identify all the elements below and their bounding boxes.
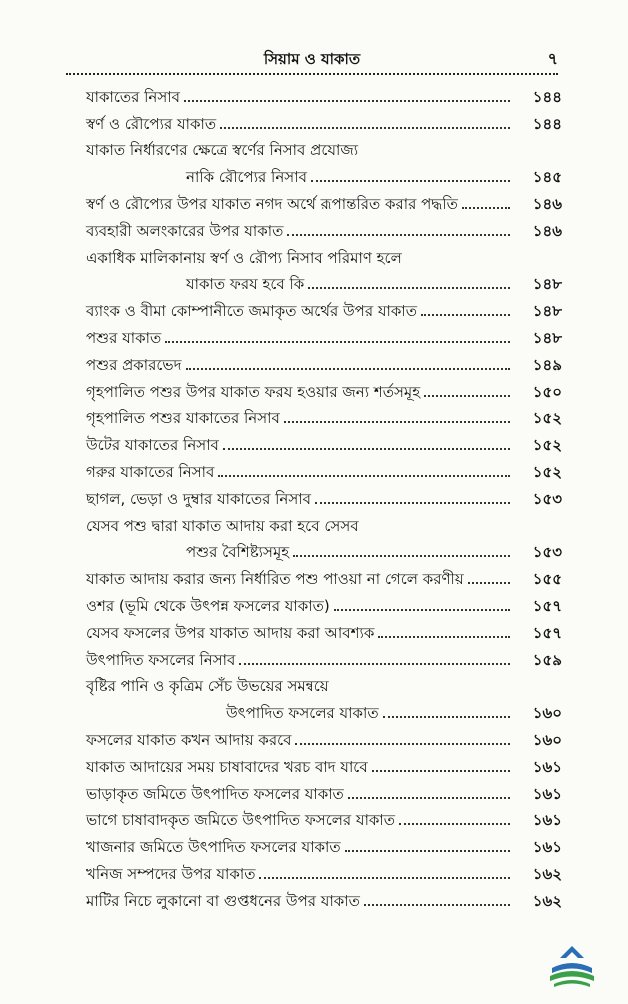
toc-entry-page: ১৫৩ — [532, 543, 562, 562]
dot-leader — [421, 313, 510, 316]
dot-leader — [218, 474, 510, 477]
dot-leader — [462, 206, 510, 209]
toc-entry-page: ১৪৮ — [532, 328, 562, 347]
toc-entry-title: ভাগে চাষাবাদকৃত জমিতে উৎপাদিত ফসলের যাকাত — [86, 811, 396, 830]
toc-entry — [66, 214, 562, 241]
toc-entry-title: ওশর (ভূমি থেকে উৎপন্ন ফসলের যাকাত) — [86, 596, 330, 615]
dot-leader — [311, 179, 510, 182]
dot-leader — [295, 742, 510, 745]
toc-entry — [66, 375, 562, 402]
dot-leader — [364, 903, 510, 906]
toc-entry — [66, 562, 562, 589]
toc-entry — [66, 723, 562, 750]
toc-entry — [66, 857, 562, 884]
toc-entry — [66, 348, 562, 375]
toc-entry — [66, 134, 562, 161]
dot-leader — [334, 608, 510, 611]
toc-entry — [66, 804, 562, 831]
toc-entry-title: পশুর প্রকারভেদ — [86, 355, 182, 374]
dot-leader — [383, 715, 510, 718]
toc-entry-page: ১৬১ — [532, 784, 562, 803]
toc-entry — [66, 455, 562, 482]
toc-entry-page: ১৬০ — [532, 730, 562, 749]
dot-leader — [223, 447, 510, 450]
toc-entry-title: স্বর্ণ ও রৌপ্যের উপর যাকাত নগদ অর্থে রূপান্তরিত করার পদ্ধতি — [86, 194, 458, 213]
toc-entry-page: ১৪৬ — [532, 194, 562, 213]
toc-entry-title: একাধিক মালিকানায় স্বর্ণ ও রৌপ্য নিসাব পরিমাণ হলে — [86, 248, 402, 267]
toc-entry — [66, 589, 562, 616]
toc-entry-title: মাটির নিচে লুকানো বা গুপ্তধনের উপর যাকাত — [86, 891, 360, 910]
toc-entry-title: পশুর যাকাত — [86, 328, 162, 347]
running-title: সিয়াম ও যাকাত — [263, 50, 361, 68]
toc-entry-title: যাকাত আদায় করার জন্য নির্ধারিত পশু পাওয়া না গেলে করণীয় — [86, 570, 464, 589]
dot-leader — [348, 796, 510, 799]
toc-entry-page: ১৫০ — [532, 382, 562, 401]
toc-entry — [66, 402, 562, 429]
dot-leader — [186, 367, 511, 370]
dot-leader — [259, 876, 510, 879]
dot-leader — [315, 501, 510, 504]
toc-entry-title: ফসলের যাকাত কখন আদায় করবে — [86, 730, 292, 749]
toc-entry-page: ১৪৯ — [532, 355, 562, 374]
toc-entry — [66, 321, 562, 348]
toc-entry — [66, 160, 562, 187]
toc-entry-title: ব্যবহারী অলংকারের উপর যাকাত — [86, 221, 284, 240]
dot-leader — [184, 99, 510, 102]
dot-leader — [239, 662, 510, 665]
toc-entry-title: উৎপাদিত ফসলের যাকাত — [226, 704, 379, 723]
toc-entry-page: ১৬২ — [532, 891, 562, 910]
toc-entry — [66, 536, 562, 563]
toc-entry-page: ১৬১ — [532, 757, 562, 776]
dot-leader — [345, 849, 510, 852]
dot-leader — [293, 554, 510, 557]
toc-entry-page: ১৫৭ — [532, 596, 562, 615]
dot-leader — [287, 233, 510, 236]
header-divider — [66, 73, 558, 75]
dot-leader — [378, 635, 510, 638]
toc-entry-page: ১৪৬ — [532, 221, 562, 240]
dot-leader — [220, 126, 510, 129]
toc-entry — [66, 830, 562, 857]
toc-entry — [66, 750, 562, 777]
toc-entry-title: গৃহপালিত পশুর যাকাতের নিসাব — [86, 409, 280, 428]
toc-entry-page: ১৬২ — [532, 864, 562, 883]
toc-entry-title: স্বর্ণ ও রৌপ্যের যাকাত — [86, 114, 217, 133]
toc-entry-page: ১৫৭ — [532, 623, 562, 642]
toc-entry-title: খনিজ সম্পদের উপর যাকাত — [86, 864, 256, 883]
toc-entry-page: ১৫৫ — [532, 570, 562, 589]
toc-entry-page: ১৪৮ — [532, 302, 562, 321]
dot-leader — [399, 822, 510, 825]
toc-entry-title: গৃহপালিত পশুর উপর যাকাত ফরয হওয়ার জন্য শর্তসমূহ — [86, 382, 421, 401]
toc-entry-page: ১৫৯ — [532, 650, 562, 669]
dot-leader — [284, 420, 510, 423]
toc-entry-page: ১৫২ — [532, 436, 562, 455]
dot-leader — [165, 340, 510, 343]
toc-entry — [66, 777, 562, 804]
toc-entry-title: যেসব পশু দ্বারা যাকাত আদায় করা হবে সেসব — [86, 516, 359, 535]
page-header — [66, 48, 558, 78]
toc-entry — [66, 107, 562, 134]
toc-entry-page: ১৪৫ — [532, 168, 562, 187]
toc-entry-title: উটের যাকাতের নিসাব — [86, 436, 219, 455]
toc-entry-title: যেসব ফসলের উপর যাকাত আদায় করা আবশ্যক — [86, 623, 375, 642]
toc-entry — [66, 509, 562, 536]
page-number: ৭ — [547, 49, 558, 68]
dot-leader — [468, 581, 510, 584]
dot-leader — [424, 394, 510, 397]
toc-entry — [66, 187, 562, 214]
toc-entry-page: ১৬০ — [532, 704, 562, 723]
toc-entry — [66, 482, 562, 509]
toc-entry-page: ১৪৪ — [532, 87, 562, 106]
toc-entry — [66, 294, 562, 321]
toc-entry-title: নাকি রৌপ্যের নিসাব — [186, 168, 307, 187]
toc-entry-title: যাকাত আদায়ের সময় চাষাবাদের খরচ বাদ যাবে — [86, 757, 368, 776]
toc-entry-title: ভাড়াকৃত জমিতে উৎপাদিত ফসলের যাকাত — [86, 784, 344, 803]
toc-entry — [66, 80, 562, 107]
toc-entry-title: ব্যাংক ও বীমা কোম্পানীতে জমাকৃত অর্থের উপর যাকাত — [86, 302, 417, 321]
toc-entry-title: যাকাত ফরয হবে কি — [186, 275, 305, 294]
toc-entry-title: গরুর যাকাতের নিসাব — [86, 462, 215, 481]
table-of-contents — [66, 80, 562, 911]
toc-entry — [66, 268, 562, 295]
toc-entry-page: ১৬১ — [532, 838, 562, 857]
toc-entry-title: যাকাত নির্ধারণের ক্ষেত্রে স্বর্ণের নিসাব প্রযোজ্য — [86, 141, 359, 160]
toc-entry — [66, 670, 562, 697]
dot-leader — [308, 286, 510, 289]
toc-entry-title: ছাগল, ভেড়া ও দুম্বার যাকাতের নিসাব — [86, 489, 311, 508]
publisher-logo-icon — [544, 940, 600, 990]
toc-entry-title: যাকাতের নিসাব — [86, 87, 180, 106]
toc-entry-page: ১৫২ — [532, 409, 562, 428]
toc-entry-title: উৎপাদিত ফসলের নিসাব — [86, 650, 236, 669]
toc-entry-page: ১৪৪ — [532, 114, 562, 133]
toc-entry-title: পশুর বৈশিষ্ট্যসমূহ — [186, 543, 290, 562]
toc-entry — [66, 643, 562, 670]
toc-entry-page: ১৫৩ — [532, 489, 562, 508]
toc-entry-page: ১৬১ — [532, 811, 562, 830]
toc-entry — [66, 884, 562, 911]
toc-entry-title: খাজনার জমিতে উৎপাদিত ফসলের যাকাত — [86, 838, 341, 857]
toc-entry — [66, 696, 562, 723]
toc-entry — [66, 241, 562, 268]
toc-entry-page: ১৪৮ — [532, 275, 562, 294]
toc-entry — [66, 616, 562, 643]
toc-entry-page: ১৫২ — [532, 462, 562, 481]
dot-leader — [372, 769, 510, 772]
toc-entry-title: বৃষ্টির পানি ও কৃত্রিম সেঁচ উভয়ের সমন্বয়ে — [86, 677, 329, 696]
toc-entry — [66, 428, 562, 455]
